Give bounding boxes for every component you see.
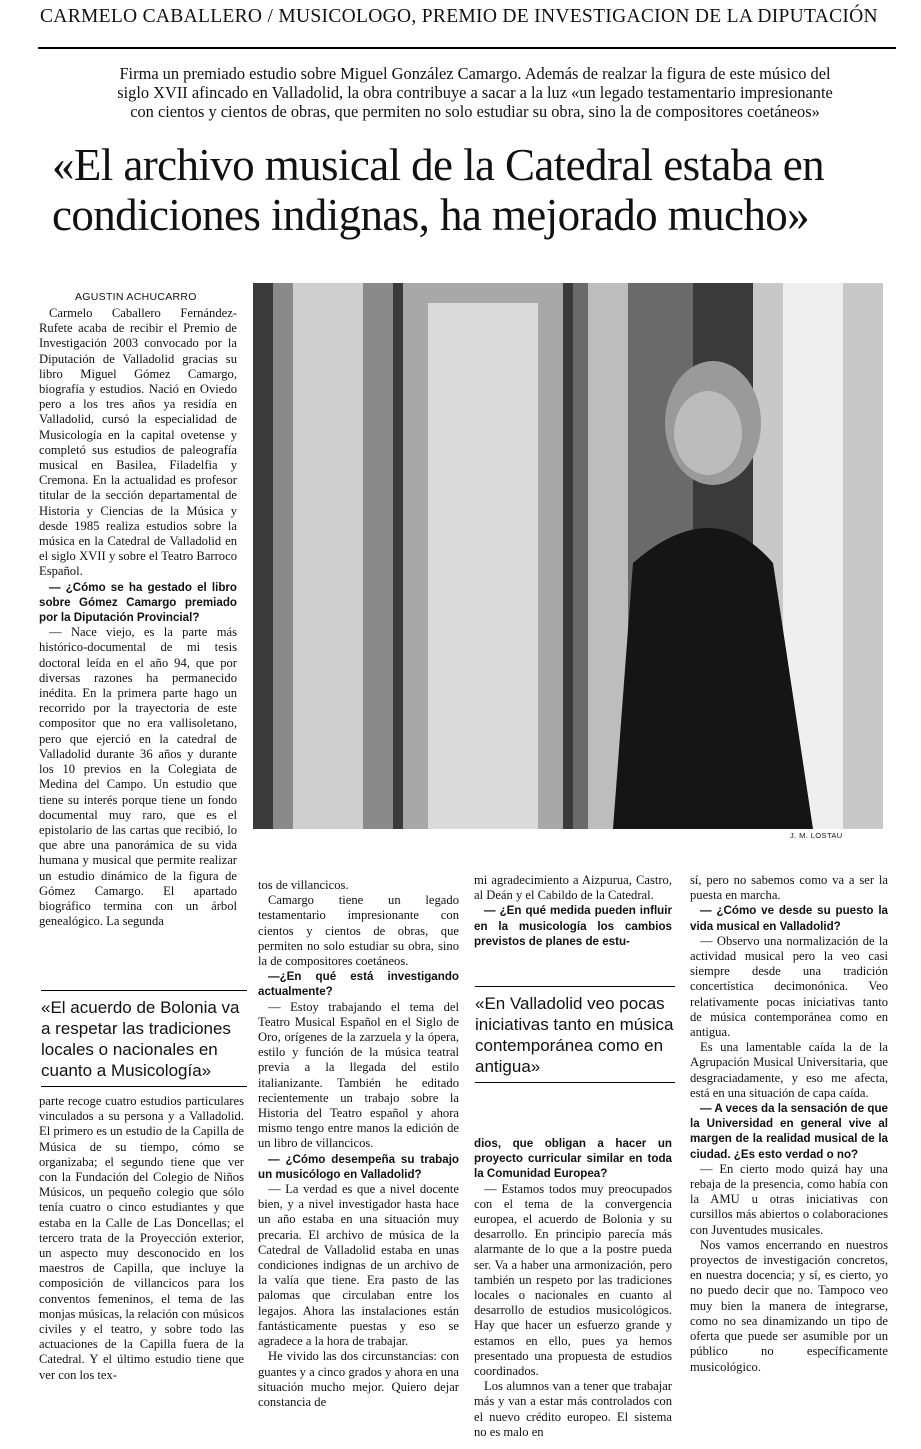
paragraph: Nos vamos encerrando en nuestros proyectos de investigación concretos, en nuestra docencia; y sí, es cierto, yo no puedo decir que no. Tampoco veo muy bien la manera de integrarse, como no sea dinamizando un tipo de oferta que puede ser asumible por un público no específicamente musicológico. — [690, 1237, 888, 1374]
answer: — Nace viejo, es la parte más histórico-documental de mi tesis doctoral leída en el año 94, que por diversas razones ha permanecido inédita. En la primera parte hago un recorrido por la trayectoria de este compositor que no era vallisoletano, pero que ejerció en la catedral de Valladolid durante 36 años y durante los 10 previos en la Colegiata de Medina del Campo. Un estudio que tiene su interés porque tiene un fondo documental muy raro, que es el epistolario de las cartas que recibió, lo que abre una panorámica de su vida humana y musical que permite realizar un estudio dinámico de la figura de Gómez Camargo. El apartado biográfico termina con un árbol genealógico. La segunda — [39, 625, 237, 929]
column-1-continued — [39, 1094, 244, 1383]
paragraph: He vivido las dos circunstancias: con guantes y a cinco grados y ahora en una situación mucho mejor. Quiero dejar constancia de — [258, 1349, 459, 1409]
pullquote-rule — [475, 986, 675, 987]
answer-continued: parte recoge cuatro estudios particulares vinculados a su persona y a Valladolid. El primero es un estudio de la Capilla de Música de su tiempo, cómo se organizaba; el segundo tiene que ver con la Fundación del Colegio de Niños Músicos, un pequeño colegio que sólo tenía cuatro o cinco estudiantes y que estaba en la Calle de Las Doncellas; el tercero trata de la Proyección exterior, un aspecto muy desconocido en los maestros de Capilla, que incluye la composición de villancicos para los conventos femeninos, el tema de las monjas músicas, la relación con músicos civiles y el teatro, y sobre todo las actuaciones de la Capilla fuera de la Catedral. Y el último estudio tiene que ver con los tex- — [39, 1094, 244, 1382]
pullquote-rule — [475, 1082, 675, 1083]
kicker-rule — [38, 47, 896, 49]
column-2 — [258, 878, 459, 1410]
intro-paragraph: Carmelo Caballero Fernández-Rufete acaba de recibir el Premio de Investigación 2003 convocado por la Diputación de Valladolid gracias su libro Miguel Gómez Camargo, biografía y estudios. Nació en Oviedo pero a los tres años ya residía en Valladolid, cursó la especialidad de Musicología en la capital ovetense y completó sus estudios de paleografía musical en Basilea, Filadelfia y Cremona. En la actualidad es profesor titular de la sección departamental de Historia y Ciencias de la Música y desde 1985 realiza estudios sobre la música en la Catedral de Valladolid en el siglo XVII y sobre el Teatro Barroco Español. — [39, 306, 237, 579]
column-1 — [39, 306, 237, 929]
question: — ¿Cómo se ha gestado el libro sobre Gómez Camargo premiado por la Diputación Provincial? — [39, 580, 237, 625]
question: — ¿Cómo ve desde su puesto la vida musical en Valladolid? — [690, 904, 888, 933]
paragraph: tos de villancicos. — [258, 878, 349, 892]
question: — ¿Cómo desempeña su trabajo un musicólogo en Valladolid? — [258, 1152, 459, 1181]
answer: — En cierto modo quizá hay una rebaja de la presencia, como había con la AMU u otras iniciativas con cursillos más abiertos o colaboraciones con Juventudes musicales. — [690, 1161, 888, 1237]
paragraph: Los alumnos van a tener que trabajar más y van a estar más controlados con el nuevo crédito europeo. El sistema no es malo en — [474, 1379, 672, 1439]
question: —¿En qué está investigando actualmente? — [258, 970, 459, 999]
question-continued: dios, que obligan a hacer un proyecto curricular similar en toda la Comunidad Europea? — [474, 1137, 672, 1181]
answer: — Observo una normalización de la actividad musical pero la veo casi siempre desde una tradición concertística decimonónica. Veo relativamente pocas iniciativas tanto de música contemporánea como en antigua. — [690, 933, 888, 1040]
section-kicker: CARMELO CABALLERO / MUSICOLOGO, PREMIO DE INVESTIGACION DE LA DIPUTACIÓN — [40, 6, 878, 27]
headline — [52, 140, 912, 240]
answer: — Estamos todos muy preocupados con el tema de la convergencia europea, el acuerdo de Bolonia y su desarrollo. En principio parecía más alarmante de lo que a la postre pueda ser. Va a haber una armonización, pero también un respeto por las tradiciones locales o nacionales en cuanto al desarrollo de estudios musicológicos. Hay que hacer un esfuerzo grande y estamos en ello, pues ya hemos presentado una propuesta de estudios coordinados. — [474, 1181, 672, 1379]
paragraph: Es una lamentable caída la de la Agrupación Musical Universitaria, que desgraciadamente, y eso me afecta, está en una situación de capa caída. — [690, 1040, 888, 1100]
article-deck — [55, 64, 895, 121]
question: — ¿En qué medida pueden influir en la musicología los cambios previstos de planes de estu- — [474, 904, 672, 948]
paragraph: sí, pero no sabemos como va a ser la puesta en marcha. — [690, 873, 888, 903]
deck-line: siglo XVII afincado en Valladolid, la obra contribuye a sacar a la luz «un legado testamentario impresionante — [117, 83, 833, 102]
pullquote-rule — [41, 1086, 247, 1087]
deck-line: Firma un premiado estudio sobre Miguel González Camargo. Además de realzar la figura de este músico del — [119, 64, 831, 83]
column-4 — [690, 873, 888, 1375]
question: — A veces da la sensación de que la Universidad en general vive al margen de la realidad musical de la ciudad. ¿Es esto verdad o no? — [690, 1102, 888, 1161]
paragraph: Camargo tiene un legado testamentario impresionante con cientos y cientos de obras, que permiten no solo estudiar su obra, sino la de compositores coetáneos. — [258, 893, 459, 969]
pull-quote: «El acuerdo de Bolonia va a respetar las tradiciones locales o nacionales en cuanto a Musicología» — [41, 998, 240, 1080]
pullquote-rule — [41, 990, 247, 991]
answer: — Estoy trabajando el tema del Teatro Musical Español en el Siglo de Oro, orígenes de la zarzuela y la ópera, estilo y función de la música teatral previa a la llegada del estilo italianizante. También he editado recientemente un trabajo sobre la Historia del Teatro español y ahora mismo tengo entre manos la edición de un libro de villancicos. — [258, 999, 459, 1151]
photo-illustration — [253, 283, 883, 829]
answer: — La verdad es que a nivel docente bien, y a nivel investigador hasta hace un año estaba en una situación muy precaria. El archivo de música de la Catedral de Valladolid estaba en unas condiciones indignas de un archivo de la valía que tiene. Era pasto de las palomas que circulaban entre los legajos. Ahora las instalaciones están fantásticamente puestas y eso se agradece a la hora de trabajar. — [258, 1182, 459, 1349]
pull-quote: «En Valladolid veo pocas iniciativas tanto en música contemporánea como en antigua» — [475, 994, 674, 1076]
column-3 — [474, 873, 672, 949]
headline-line: «El archivo musical de la Catedral estaba en — [52, 140, 825, 190]
column-3-continued — [474, 1136, 672, 1440]
portrait-photo — [253, 283, 883, 829]
paragraph: mi agradecimiento a Aizpurua, Castro, al Deán y el Cabildo de la Catedral. — [474, 873, 672, 903]
photo-credit: J. M. LOSTAU — [790, 831, 843, 840]
deck-line: con cientos y cientos de obras, que permiten no solo estudiar su obra, sino la de compositores coetáneos» — [130, 102, 820, 121]
headline-line: condiciones indignas, ha mejorado mucho» — [52, 190, 810, 240]
byline: AGUSTIN ACHUCARRO — [75, 291, 197, 303]
